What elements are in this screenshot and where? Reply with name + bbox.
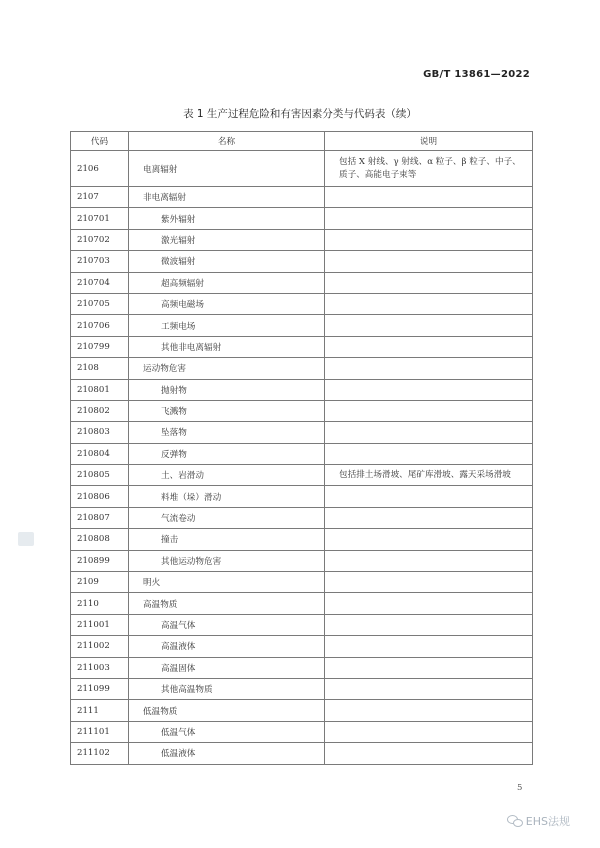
cell-name: 高频电磁场 — [129, 293, 325, 314]
cell-code: 210801 — [71, 379, 129, 400]
cell-code: 210799 — [71, 336, 129, 357]
cell-name: 土、岩滑动 — [129, 465, 325, 486]
cell-code: 210804 — [71, 443, 129, 464]
cell-name: 低温物质 — [129, 700, 325, 721]
table-row — [71, 572, 533, 593]
table-row — [71, 700, 533, 721]
cell-name: 反弹物 — [129, 443, 325, 464]
cell-code: 210808 — [71, 529, 129, 550]
cell-name: 低温气体 — [129, 721, 325, 742]
table-row — [71, 151, 533, 187]
cell-note — [325, 550, 533, 571]
table-header-row — [71, 132, 533, 151]
cell-note — [325, 721, 533, 742]
cell-code: 210701 — [71, 208, 129, 229]
cell-code: 2108 — [71, 358, 129, 379]
cell-note — [325, 229, 533, 250]
table-row — [71, 251, 533, 272]
cell-name: 超高频辐射 — [129, 272, 325, 293]
table-row — [71, 293, 533, 314]
cell-name: 气流卷动 — [129, 507, 325, 528]
cell-note — [325, 400, 533, 421]
cell-note — [325, 315, 533, 336]
cell-name: 非电离辐射 — [129, 187, 325, 208]
cell-note — [325, 614, 533, 635]
cell-code: 2109 — [71, 572, 129, 593]
cell-code: 211101 — [71, 721, 129, 742]
table-row — [71, 721, 533, 742]
cell-note — [325, 336, 533, 357]
cell-name: 高温固体 — [129, 657, 325, 678]
cell-name: 工频电场 — [129, 315, 325, 336]
cell-name: 高温物质 — [129, 593, 325, 614]
cell-code: 210704 — [71, 272, 129, 293]
cell-code: 211099 — [71, 678, 129, 699]
table-row — [71, 208, 533, 229]
cell-name: 高温气体 — [129, 614, 325, 635]
table-caption: 表 1 生产过程危险和有害因素分类与代码表（续） — [183, 108, 417, 120]
cell-note: 包括 X 射线、γ 射线、α 粒子、β 粒子、中子、质子、高能电子束等 — [325, 151, 533, 187]
cell-code: 211003 — [71, 657, 129, 678]
cell-note — [325, 657, 533, 678]
cell-note — [325, 293, 533, 314]
column-header-note: 说明 — [325, 132, 533, 151]
cell-code: 210807 — [71, 507, 129, 528]
table-row — [71, 593, 533, 614]
cell-note — [325, 636, 533, 657]
cell-name: 高温液体 — [129, 636, 325, 657]
column-header-code: 代码 — [71, 132, 129, 151]
cell-name: 其他运动物危害 — [129, 550, 325, 571]
table-row — [71, 315, 533, 336]
cell-code: 210899 — [71, 550, 129, 571]
cell-note — [325, 743, 533, 764]
table-row — [71, 657, 533, 678]
table-row — [71, 336, 533, 357]
table-row — [71, 400, 533, 421]
standard-code: GB/T 13861—2022 — [423, 69, 530, 80]
cell-note — [325, 422, 533, 443]
cell-note — [325, 251, 533, 272]
cell-note — [325, 572, 533, 593]
cell-code: 211001 — [71, 614, 129, 635]
table-row — [71, 379, 533, 400]
table-row — [71, 507, 533, 528]
cell-name: 飞溅物 — [129, 400, 325, 421]
watermark-text: EHS法规 — [525, 815, 570, 828]
cell-code: 2107 — [71, 187, 129, 208]
cell-name: 微波辐射 — [129, 251, 325, 272]
hazard-code-table — [70, 131, 533, 765]
cell-name: 明火 — [129, 572, 325, 593]
cell-code: 210806 — [71, 486, 129, 507]
table-row — [71, 229, 533, 250]
cell-note — [325, 529, 533, 550]
cell-code: 210703 — [71, 251, 129, 272]
cell-note — [325, 678, 533, 699]
cell-note — [325, 507, 533, 528]
cell-note: 包括排土场滑坡、尾矿库滑坡、露天采场滑坡 — [325, 465, 533, 486]
table-row — [71, 636, 533, 657]
cell-code: 210802 — [71, 400, 129, 421]
page-number: 5 — [517, 783, 523, 793]
cell-name: 运动物危害 — [129, 358, 325, 379]
side-tab-marker — [18, 532, 34, 546]
cell-note — [325, 486, 533, 507]
wechat-icon — [507, 815, 522, 827]
cell-note — [325, 358, 533, 379]
table-row — [71, 678, 533, 699]
cell-name: 坠落物 — [129, 422, 325, 443]
table-row — [71, 358, 533, 379]
cell-name: 激光辐射 — [129, 229, 325, 250]
watermark — [507, 813, 570, 829]
table-row — [71, 465, 533, 486]
cell-note — [325, 187, 533, 208]
cell-code: 2111 — [71, 700, 129, 721]
table-row — [71, 743, 533, 764]
cell-note — [325, 272, 533, 293]
cell-note — [325, 593, 533, 614]
cell-note — [325, 379, 533, 400]
cell-name: 低温液体 — [129, 743, 325, 764]
cell-code: 210805 — [71, 465, 129, 486]
cell-code: 210705 — [71, 293, 129, 314]
cell-code: 2110 — [71, 593, 129, 614]
table-row — [71, 529, 533, 550]
cell-code: 210702 — [71, 229, 129, 250]
cell-note — [325, 208, 533, 229]
cell-name: 紫外辐射 — [129, 208, 325, 229]
cell-code: 211102 — [71, 743, 129, 764]
cell-code: 211002 — [71, 636, 129, 657]
cell-code: 2106 — [71, 151, 129, 187]
cell-note — [325, 443, 533, 464]
table-row — [71, 614, 533, 635]
table-row — [71, 187, 533, 208]
cell-code: 210706 — [71, 315, 129, 336]
table-row — [71, 486, 533, 507]
cell-name: 抛射物 — [129, 379, 325, 400]
column-header-name: 名称 — [129, 132, 325, 151]
cell-name: 其他高温物质 — [129, 678, 325, 699]
table-row — [71, 272, 533, 293]
cell-name: 其他非电离辐射 — [129, 336, 325, 357]
cell-name: 电离辐射 — [129, 151, 325, 187]
table-row — [71, 443, 533, 464]
cell-note — [325, 700, 533, 721]
cell-name: 撞击 — [129, 529, 325, 550]
cell-code: 210803 — [71, 422, 129, 443]
table-row — [71, 422, 533, 443]
cell-name: 料堆（垛）滑动 — [129, 486, 325, 507]
table-body — [71, 151, 533, 765]
table-row — [71, 550, 533, 571]
